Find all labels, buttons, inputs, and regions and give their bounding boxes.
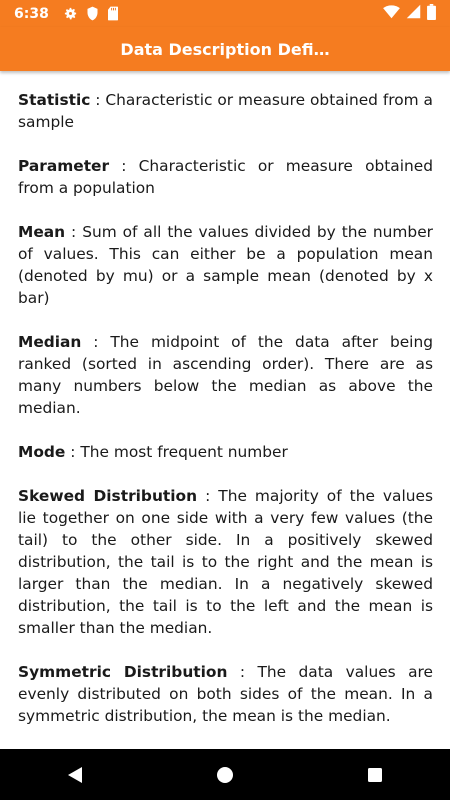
battery-icon [427,4,436,24]
definition-text: Sum of all the values divided by the number of values. This can either be a population mean (denoted by mu) or a sample mean (denoted by x bar) [18,223,433,307]
shield-icon [86,6,99,21]
definitions-list[interactable] [0,71,450,749]
wifi-icon [383,5,400,23]
definition-separator: : [65,223,83,241]
page-title: Data Description Defi… [120,39,330,59]
definition-mean [18,221,433,309]
status-time: 6:38 [14,5,49,22]
definition-term: Mean [18,223,66,241]
signal-icon [406,4,421,23]
definition-term: Parameter [18,157,110,175]
definition-term: Median [18,333,82,351]
definition-statistic [18,89,433,133]
definition-parameter [18,155,433,199]
definition-separator: : [109,157,139,175]
definition-text: The data values are evenly distributed on both sides of the mean. In a symmetric distribution, the mean is the median. [18,663,433,725]
definition-text: Characteristic or measure obtained from a population [18,157,433,197]
definition-median [18,331,433,419]
definition-term: Mode [18,443,66,461]
definition-text: The most frequent number [80,443,288,461]
navigation-bar [0,749,450,800]
back-icon[interactable] [45,755,105,795]
definition-separator: : [90,91,106,109]
definition-symmetric-distribution [18,661,433,727]
definition-term: Skewed Distribution [18,487,198,505]
definition-separator: : [197,487,219,505]
definition-text: The majority of the values lie together on one side with a very few values (the tail) to the other side. In a positively skewed distribution, the tail is to the right and the mean is larger than the median. In a negatively skewed distribution, the tail is to the left and the mean is smaller than the median. [18,487,433,637]
definition-separator: : [65,443,81,461]
definition-term: Statistic [18,91,91,109]
recents-icon[interactable] [345,755,405,795]
definition-separator: : [81,333,111,351]
definition-text: The midpoint of the data after being ranked (sorted in ascending order). There are as many numbers below the median as above the median. [18,333,433,417]
definition-term: Symmetric Distribution [18,663,228,681]
status-bar [0,0,450,27]
sd-card-icon [107,6,119,21]
definition-skewed-distribution [18,485,433,639]
home-icon[interactable] [195,755,255,795]
gear-icon [63,6,78,21]
definition-text: Characteristic or measure obtained from a sample [18,91,433,131]
definition-mode [18,441,433,463]
app-bar [0,27,450,71]
definition-separator: : [227,663,258,681]
